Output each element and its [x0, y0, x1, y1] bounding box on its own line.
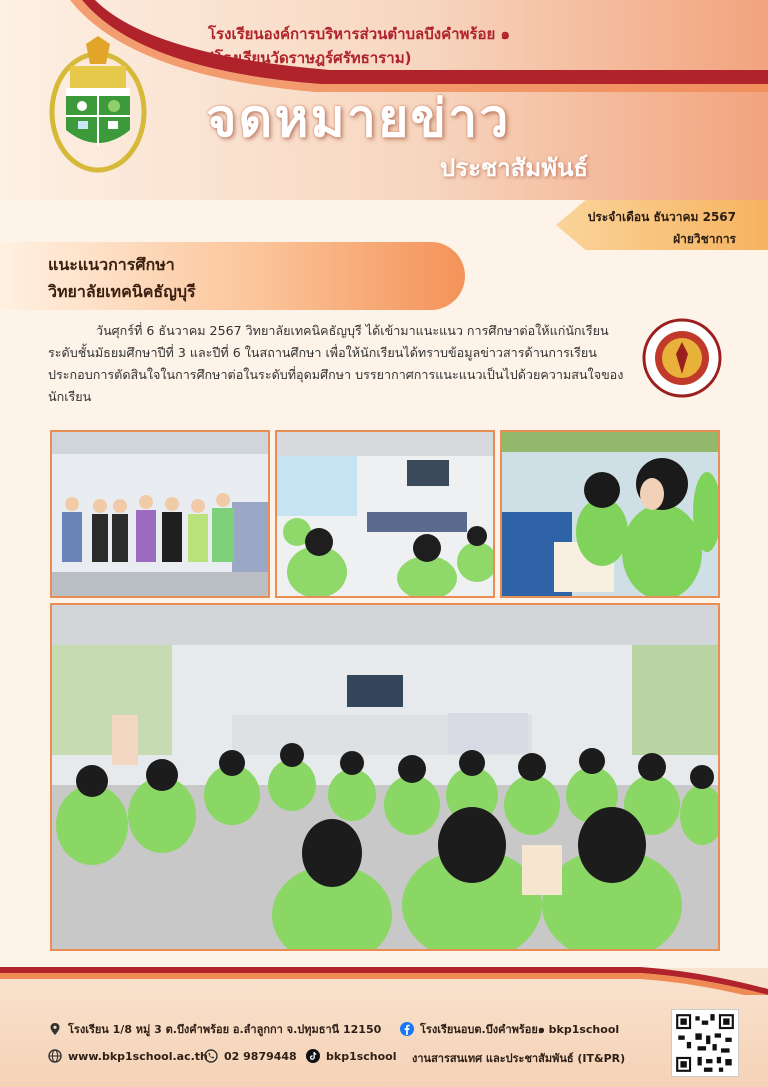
newsletter-title: จดหมายข่าว [206, 89, 511, 149]
article-body: วันศุกร์ที่ 6 ธันวาคม 2567 วิทยาลัยเทคนิคธัญบุรี ได้เข้ามาแนะแนว การศึกษาต่อให้แก่นักเรียนระดับชั้นมัธยมศึกษาปีที่ 3 และปีที่ 6 ในสถานศึกษา เพื่อให้นักเรียนได้ทราบข้อมูลข่าวสารด้านการเรียนประกอบการตัดสินใจในการศึกษาต่อในระดับที่อุดมศึกษา บรรยากาศการแนะแนวเป็นไปด้วยความสนใจของนักเรียน [48, 323, 624, 404]
photo-group-guests [50, 430, 270, 598]
location-pin-icon [48, 1022, 62, 1036]
photo-presentation [275, 430, 495, 598]
school-name [208, 22, 510, 70]
globe-icon [48, 1049, 62, 1063]
issue-department: ฝ่ายวิชาการ [673, 232, 736, 246]
facebook-icon [400, 1022, 414, 1036]
photo-students-reading [500, 430, 720, 598]
footer-tiktok-text: bkp1school [326, 1049, 397, 1063]
qr-code[interactable] [672, 1010, 738, 1076]
footer-website[interactable] [48, 1049, 208, 1063]
footer-pr-unit [412, 1049, 625, 1067]
footer-swoosh [0, 955, 768, 995]
school-name-line1: โรงเรียนองค์การบริหารส่วนตำบลบึงคำพร้อย ๑ [208, 25, 511, 43]
footer-address [48, 1020, 381, 1038]
college-seal-icon [642, 318, 722, 398]
footer-phone [204, 1049, 297, 1063]
footer-website-text: www.bkp1school.ac.th [68, 1049, 208, 1063]
newsletter-subtitle: ประชาสัมพันธ์ [440, 154, 589, 182]
section-heading-line1: แนะแนวการศึกษา [48, 255, 175, 274]
footer-pr-unit-text: งานสารสนเทศ และประชาสัมพันธ์ (IT&PR) [412, 1052, 626, 1065]
footer-tiktok[interactable] [306, 1049, 397, 1063]
footer-address-text: โรงเรียน 1/8 หมู่ 3 ต.บึงคำพร้อย อ.ลำลูกกา จ.ปทุมธานี 12150 [68, 1023, 382, 1036]
school-name-line2: (โรงเรียนวัดราษฎร์ศรัทธาราม) [208, 49, 412, 67]
issue-date: ประจำเดือน ธันวาคม 2567 [587, 210, 736, 224]
footer-phone-text: 02 9879448 [224, 1049, 297, 1063]
section-heading-line2: วิทยาลัยเทคนิคธัญบุรี [48, 282, 196, 301]
tiktok-icon [306, 1049, 320, 1063]
school-logo [48, 34, 148, 176]
phone-icon [204, 1049, 218, 1063]
photo-hall-audience [50, 603, 720, 951]
footer-facebook-text: โรงเรียนอบต.บึงคำพร้อย๑ bkp1school [420, 1023, 620, 1036]
footer-facebook[interactable] [400, 1020, 619, 1038]
